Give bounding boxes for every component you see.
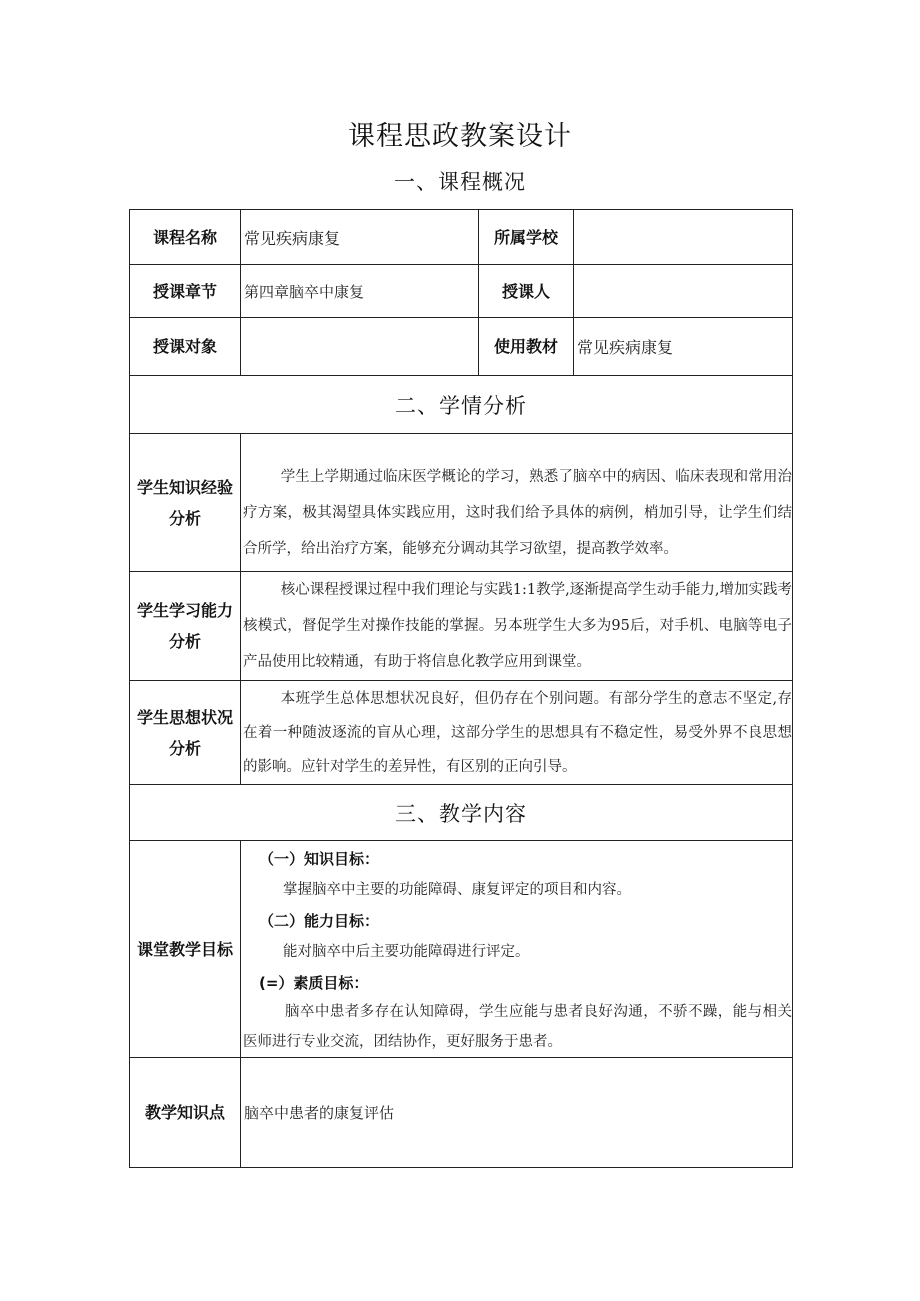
audience-value xyxy=(241,318,479,376)
quality-goal-heading: (=）素质目标： xyxy=(259,974,369,992)
table-row xyxy=(130,434,793,572)
knowledge-analysis-cell xyxy=(241,434,793,572)
knowledge-goal-heading: （一）知识目标： xyxy=(259,850,380,868)
table-row xyxy=(130,785,793,841)
thought-analysis-cell xyxy=(241,681,793,785)
section-title-analysis: 二、学情分析 xyxy=(130,376,793,434)
thought-label-line1: 学生思想状况 xyxy=(136,707,233,727)
knowledge-label-line2: 分析 xyxy=(168,508,201,528)
school-label: 所属学校 xyxy=(479,210,574,265)
thought-analysis-label xyxy=(130,681,241,785)
course-name-label: 课程名称 xyxy=(130,210,241,265)
audience-label: 授课对象 xyxy=(130,318,241,376)
knowledge-analysis-text: 学生上学期通过临床医学概论的学习，熟悉了脑卒中的病因、临床表现和常用治疗方案，极其渴望具体实践应用，这时我们给予具体的病例，梢加引导，让学生们结合所学，给出治疗方案，能够充分调动其学习欲望，提高教学效率。 xyxy=(243,469,792,557)
table-row xyxy=(130,572,793,681)
ability-goal-heading: （二）能力目标： xyxy=(259,912,380,930)
knowledge-points-label: 教学知识点 xyxy=(130,1058,241,1168)
course-name-value: 常见疾病康复 xyxy=(241,210,479,265)
ability-label-line2: 分析 xyxy=(168,632,201,651)
table-row xyxy=(130,681,793,785)
ability-analysis-label xyxy=(130,572,241,681)
table-row xyxy=(130,210,793,265)
lesson-plan-table xyxy=(129,209,793,1168)
knowledge-analysis-label xyxy=(130,434,241,572)
table-row xyxy=(130,318,793,376)
ability-analysis-text: 核心课程授课过程中我们理论与实践1:1教学,逐渐提高学生动手能力,增加实践考核模式，督促学生对操作技能的掌握。另本班学生大多为95后，对手机、电脑等电子产品使用比较精通，有助于将信息化教学应用到课堂。 xyxy=(243,582,792,670)
document-title: 课程思政教案设计 xyxy=(348,121,572,152)
teacher-value xyxy=(574,265,793,318)
knowledge-label-line1: 学生知识经验 xyxy=(136,477,233,497)
goals-label: 课堂教学目标 xyxy=(130,841,241,1058)
ability-label-line1: 学生学习能力 xyxy=(136,601,233,620)
thought-analysis-text: 本班学生总体思想状况良好，但仍存在个别问题。有部分学生的意志不坚定,存在着一种随波逐流的盲从心理，这部分学生的思想具有不稳定性，易受外界不良思想的影响。应针对学生的差异性，有区别的正向引导。 xyxy=(243,690,792,775)
table-row xyxy=(130,265,793,318)
textbook-label: 使用教材 xyxy=(479,318,574,376)
textbook-value: 常见疾病康复 xyxy=(574,318,793,376)
section-title-content: 三、教学内容 xyxy=(130,785,793,841)
goals-cell xyxy=(241,841,793,1058)
ability-analysis-cell xyxy=(241,572,793,681)
table-row xyxy=(130,841,793,1058)
table-row xyxy=(130,1058,793,1168)
knowledge-points-value: 脑卒中患者的康复评估 xyxy=(241,1058,793,1168)
knowledge-goal-text: 掌握脑卒中主要的功能障碍、康复评定的项目和内容。 xyxy=(283,882,631,898)
school-value xyxy=(574,210,793,265)
section-title-overview: 一、课程概况 xyxy=(394,170,526,194)
chapter-label: 授课章节 xyxy=(130,265,241,318)
teacher-label: 授课人 xyxy=(479,265,574,318)
table-row xyxy=(130,376,793,434)
chapter-value: 第四章脑卒中康复 xyxy=(241,265,479,318)
thought-label-line2: 分析 xyxy=(168,738,201,758)
ability-goal-text: 能对脑卒中后主要功能障碍进行评定。 xyxy=(283,944,530,960)
quality-goal-text: 脑卒中患者多存在认知障碍，学生应能与患者良好沟通，不骄不躁，能与相关医师进行专业交流，团结协作，更好服务于患者。 xyxy=(243,1004,792,1050)
